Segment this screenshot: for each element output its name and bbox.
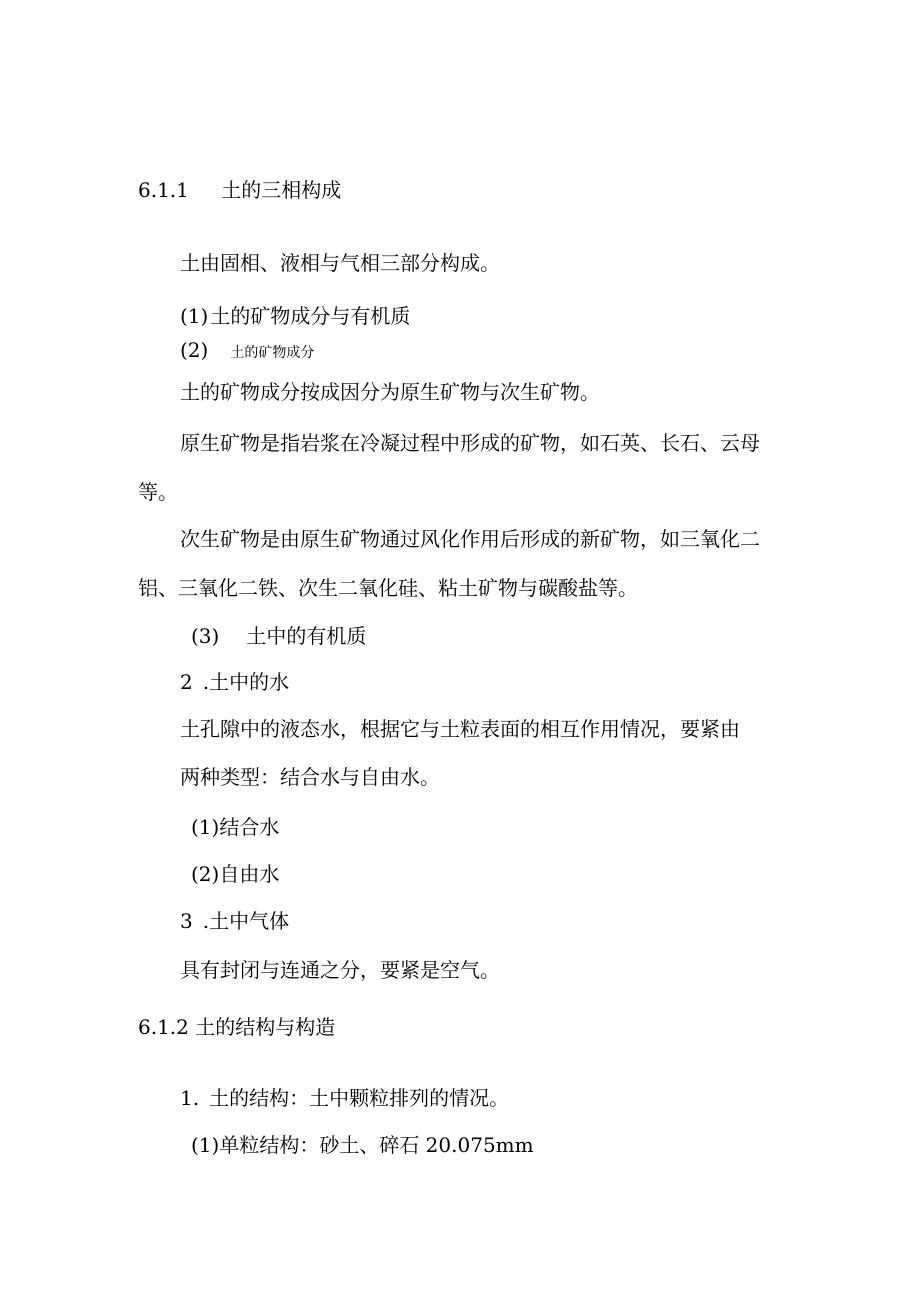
heading-text: 土的结构：土中颗粒排列的情况。 bbox=[209, 1086, 510, 1110]
water-item-bound: (1)结合水 bbox=[191, 815, 280, 839]
list-item-label: (1) bbox=[180, 304, 209, 328]
section-heading-611 bbox=[138, 178, 341, 202]
paragraph-primary-line-1: 原生矿物是指岩浆在冷凝过程中形成的矿物，如石英、长石、云母 bbox=[180, 431, 760, 455]
intro-paragraph: 土由固相、液相与气相三部分构成。 bbox=[180, 251, 500, 275]
paragraph-mineral: 土的矿物成分按成因分为原生矿物与次生矿物。 bbox=[180, 380, 600, 404]
list-item-label: (3) bbox=[191, 624, 220, 648]
list-item-1 bbox=[180, 304, 410, 328]
list-item-2 bbox=[180, 338, 314, 365]
water-paragraph-line-2: 两种类型：结合水与自由水。 bbox=[180, 765, 440, 789]
gas-heading bbox=[180, 909, 289, 933]
gas-paragraph: 具有封闭与连通之分，要紧是空气。 bbox=[180, 958, 500, 982]
paragraph-secondary-line-2: 铝、三氧化二铁、次生二氧化硅、粘土矿物与碳酸盐等。 bbox=[138, 576, 638, 600]
structure-heading bbox=[180, 1086, 509, 1110]
list-item-text: 土的矿物成分 bbox=[230, 345, 315, 361]
water-item-free: (2)自由水 bbox=[191, 862, 280, 886]
water-heading bbox=[180, 670, 289, 694]
heading-text: .土中气体 bbox=[202, 909, 290, 933]
section-heading-612: 6.1.2 土的结构与构造 bbox=[138, 1015, 336, 1039]
list-item-text: 土的矿物成分与有机质 bbox=[210, 304, 411, 328]
water-paragraph-line-1: 土孔隙中的液态水，根据它与土粒表面的相互作用情况，要紧由 bbox=[180, 717, 740, 741]
paragraph-secondary-line-1: 次生矿物是由原生矿物通过风化作用后形成的新矿物，如三氧化二 bbox=[180, 527, 760, 551]
list-item-3 bbox=[191, 624, 366, 648]
heading-number: 3 bbox=[180, 909, 193, 933]
heading-number: 1. bbox=[180, 1086, 200, 1110]
list-item-text: 土中的有机质 bbox=[246, 624, 367, 648]
section-number: 6.1.1 bbox=[138, 178, 189, 202]
heading-number: 2 bbox=[180, 670, 193, 694]
section-title: 土的三相构成 bbox=[221, 178, 342, 202]
heading-text: .土中的水 bbox=[202, 670, 290, 694]
single-grain-structure: (1)单粒结构：砂土、碎石 20.075mm bbox=[191, 1133, 534, 1157]
paragraph-primary-line-2: 等。 bbox=[138, 480, 178, 504]
list-item-label: (2) bbox=[180, 338, 209, 362]
